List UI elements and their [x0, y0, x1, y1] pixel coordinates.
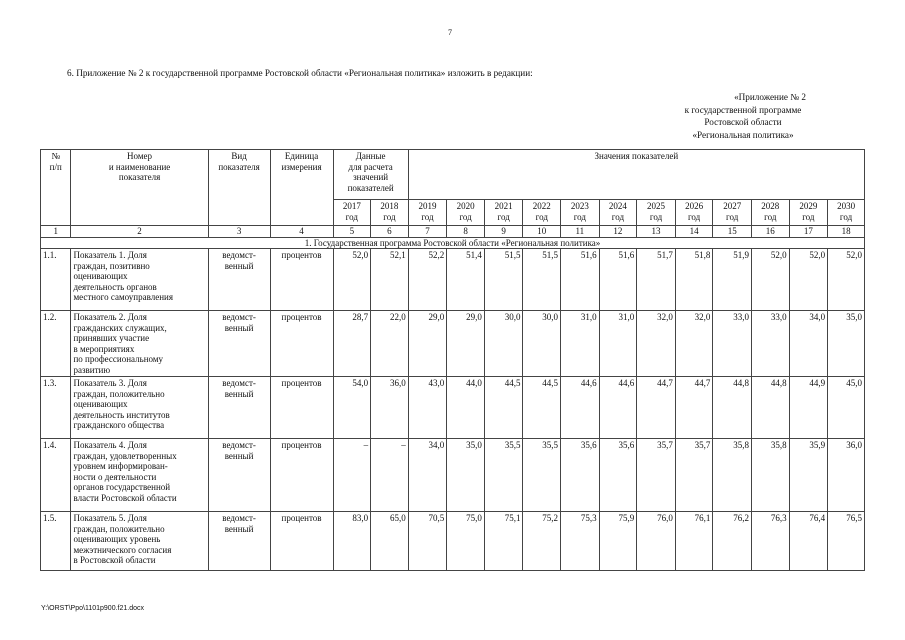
- column-number: 10: [523, 226, 561, 238]
- indicator-name: Показатель 1. Доля граждан, позитивно оценивающих деятельность органов местного самоуправления: [71, 249, 208, 311]
- indicator-value: 29,0: [447, 311, 485, 377]
- header-year: 2029 год: [789, 200, 828, 226]
- indicator-value: 65,0: [371, 512, 409, 571]
- indicator-value: 75,3: [561, 512, 600, 571]
- header-num: № п/п: [41, 150, 71, 226]
- column-number: 12: [599, 226, 637, 238]
- header-year: 2027 год: [713, 200, 752, 226]
- indicator-type: ведомст- венный: [208, 512, 270, 571]
- indicator-value: 44,9: [789, 377, 828, 439]
- indicator-value: 35,0: [828, 311, 865, 377]
- section-title: 1. Государственная программа Ростовской области «Региональная политика»: [41, 237, 865, 249]
- indicator-value: 30,0: [523, 311, 561, 377]
- indicator-value: 54,0: [333, 377, 371, 439]
- indicator-value: 75,1: [484, 512, 523, 571]
- indicator-value: 70,5: [408, 512, 447, 571]
- indicator-value: 28,7: [333, 311, 371, 377]
- header-year: 2028 год: [751, 200, 789, 226]
- indicator-value: –: [371, 439, 409, 512]
- indicator-value: 33,0: [713, 311, 752, 377]
- header-year: 2025 год: [637, 200, 676, 226]
- header-type: Вид показателя: [208, 150, 270, 226]
- column-number: 4: [270, 226, 333, 238]
- indicator-value: 44,7: [637, 377, 676, 439]
- column-number: 6: [371, 226, 409, 238]
- indicator-value: 51,5: [523, 249, 561, 311]
- header-year: 2024 год: [599, 200, 637, 226]
- appendix-note-line: «Региональная политика»: [692, 129, 794, 140]
- indicator-value: 32,0: [675, 311, 713, 377]
- indicator-value: 76,5: [828, 512, 865, 571]
- header-name: Номер и наименование показателя: [71, 150, 208, 226]
- indicator-value: 22,0: [371, 311, 409, 377]
- appendix-note-line: «Приложение № 2: [734, 92, 806, 102]
- column-number: 8: [447, 226, 485, 238]
- footer-file-path: Y:\ORST\Ppo\1101p900.f21.docx: [41, 605, 144, 612]
- indicator-value: 44,8: [751, 377, 789, 439]
- indicator-value: 83,0: [333, 512, 371, 571]
- indicator-unit: процентов: [270, 512, 333, 571]
- appendix-note-line: к государственной программе: [684, 104, 802, 115]
- indicator-value: 75,2: [523, 512, 561, 571]
- indicator-name: Показатель 5. Доля граждан, положительно оценивающих уровень межэтнического согласия в Ростовской области: [71, 512, 208, 571]
- header-year: 2017 год: [333, 200, 371, 226]
- indicator-value: 35,8: [751, 439, 789, 512]
- indicator-value: 31,0: [599, 311, 637, 377]
- indicator-type: ведомст- венный: [208, 311, 270, 377]
- indicator-value: 35,5: [523, 439, 561, 512]
- column-number: 5: [333, 226, 371, 238]
- indicator-value: 52,0: [333, 249, 371, 311]
- column-number: 11: [561, 226, 600, 238]
- indicator-value: 35,9: [789, 439, 828, 512]
- indicator-value: 51,9: [713, 249, 752, 311]
- indicator-value: 35,7: [675, 439, 713, 512]
- indicator-value: 76,3: [751, 512, 789, 571]
- header-year: 2021 год: [484, 200, 523, 226]
- header-year: 2020 год: [447, 200, 485, 226]
- indicator-value: 44,0: [447, 377, 485, 439]
- table-row: [41, 377, 865, 439]
- appendix-note-line: Ростовской области: [704, 117, 782, 127]
- table-row: [41, 439, 865, 512]
- header-year: 2026 год: [675, 200, 713, 226]
- column-number: 2: [71, 226, 208, 238]
- indicator-value: 35,6: [599, 439, 637, 512]
- header-year: 2030 год: [828, 200, 865, 226]
- indicator-value: –: [333, 439, 371, 512]
- indicator-unit: процентов: [270, 439, 333, 512]
- indicator-type: ведомст- венный: [208, 249, 270, 311]
- indicator-value: 44,5: [523, 377, 561, 439]
- indicator-value: 34,0: [408, 439, 447, 512]
- header-base-data: Данные для расчета значений показателей: [333, 150, 408, 200]
- indicator-value: 44,8: [713, 377, 752, 439]
- indicator-value: 35,7: [637, 439, 676, 512]
- indicator-value: 75,9: [599, 512, 637, 571]
- header-values: Значения показателей: [408, 150, 864, 200]
- indicator-value: 52,0: [789, 249, 828, 311]
- column-number: 13: [637, 226, 676, 238]
- indicator-value: 51,7: [637, 249, 676, 311]
- table-row: [41, 311, 865, 377]
- indicator-unit: процентов: [270, 311, 333, 377]
- row-number: 1.1.: [41, 249, 71, 311]
- indicator-unit: процентов: [270, 249, 333, 311]
- indicator-value: 51,5: [484, 249, 523, 311]
- indicator-value: 76,4: [789, 512, 828, 571]
- indicator-value: 36,0: [828, 439, 865, 512]
- column-number: 15: [713, 226, 752, 238]
- indicator-value: 34,0: [789, 311, 828, 377]
- indicator-name: Показатель 2. Доля гражданских служащих, принявших участие в мероприятиях по профессиональному развитию: [71, 311, 208, 377]
- row-number: 1.3.: [41, 377, 71, 439]
- indicator-value: 51,8: [675, 249, 713, 311]
- indicators-table: [40, 149, 865, 571]
- header-year: 2023 год: [561, 200, 600, 226]
- indicator-value: 52,0: [751, 249, 789, 311]
- indicator-value: 30,0: [484, 311, 523, 377]
- indicator-value: 35,5: [484, 439, 523, 512]
- row-number: 1.4.: [41, 439, 71, 512]
- indicator-value: 31,0: [561, 311, 600, 377]
- indicator-value: 52,0: [828, 249, 865, 311]
- column-number: 17: [789, 226, 828, 238]
- indicator-value: 44,7: [675, 377, 713, 439]
- indicator-value: 35,6: [561, 439, 600, 512]
- indicator-value: 51,4: [447, 249, 485, 311]
- column-number: 14: [675, 226, 713, 238]
- indicator-value: 76,0: [637, 512, 676, 571]
- indicator-value: 33,0: [751, 311, 789, 377]
- header-year: 2018 год: [371, 200, 409, 226]
- table-row: [41, 512, 865, 571]
- column-number: 3: [208, 226, 270, 238]
- intro-text: 6. Приложение № 2 к государственной программе Ростовской области «Региональная политика» изложить в редакции:: [67, 68, 533, 78]
- indicator-value: 36,0: [371, 377, 409, 439]
- indicator-value: 43,0: [408, 377, 447, 439]
- column-number: 9: [484, 226, 523, 238]
- indicator-value: 35,8: [713, 439, 752, 512]
- indicator-name: Показатель 3. Доля граждан, положительно оценивающих деятельность институтов гражданского общества: [71, 377, 208, 439]
- indicator-name: Показатель 4. Доля граждан, удовлетворенных уровнем информирован- ности о деятельности органов государственной власти Ростовской области: [71, 439, 208, 512]
- indicator-value: 75,0: [447, 512, 485, 571]
- table-row: [41, 249, 865, 311]
- header-year: 2022 год: [523, 200, 561, 226]
- indicator-value: 29,0: [408, 311, 447, 377]
- indicator-value: 51,6: [599, 249, 637, 311]
- column-number: 1: [41, 226, 71, 238]
- indicator-value: 45,0: [828, 377, 865, 439]
- page-number: 7: [448, 28, 452, 37]
- indicator-value: 44,6: [561, 377, 600, 439]
- indicator-value: 32,0: [637, 311, 676, 377]
- indicator-type: ведомст- венный: [208, 439, 270, 512]
- indicator-value: 52,2: [408, 249, 447, 311]
- header-unit: Единица измерения: [270, 150, 333, 226]
- indicator-type: ведомст- венный: [208, 377, 270, 439]
- indicator-value: 52,1: [371, 249, 409, 311]
- column-number: 7: [408, 226, 447, 238]
- indicator-value: 76,1: [675, 512, 713, 571]
- column-number: 16: [751, 226, 789, 238]
- indicator-value: 44,6: [599, 377, 637, 439]
- column-number: 18: [828, 226, 865, 238]
- appendix-note: [643, 91, 843, 141]
- indicator-unit: процентов: [270, 377, 333, 439]
- indicator-value: 76,2: [713, 512, 752, 571]
- header-year: 2019 год: [408, 200, 447, 226]
- indicator-value: 51,6: [561, 249, 600, 311]
- row-number: 1.2.: [41, 311, 71, 377]
- row-number: 1.5.: [41, 512, 71, 571]
- indicator-value: 35,0: [447, 439, 485, 512]
- indicator-value: 44,5: [484, 377, 523, 439]
